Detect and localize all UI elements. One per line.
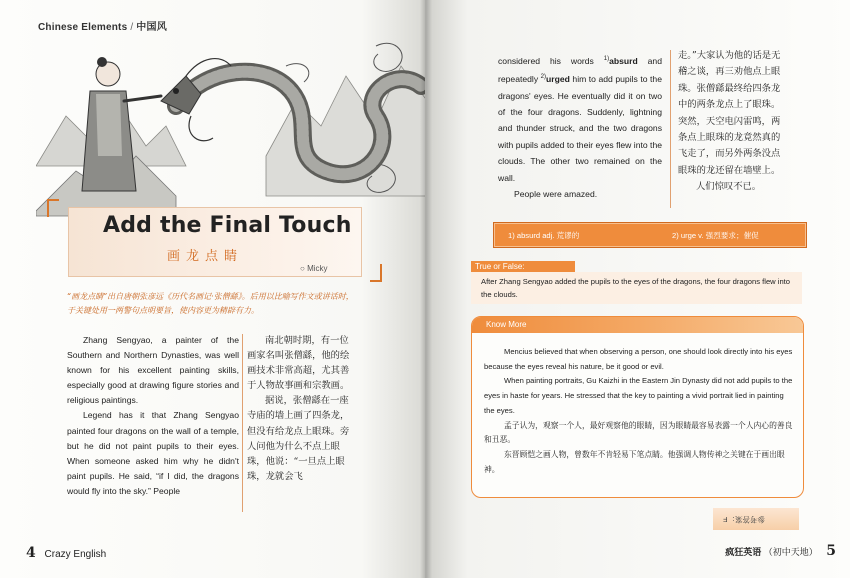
page-number: 4: [26, 545, 36, 561]
know-more-paragraph-cn: 东晋顾恺之画人物，曾数年不肯轻易下笔点睛。他强调人物传神之关键在于画出眼神。: [484, 449, 785, 474]
chinese-paragraph: 人们惊叹不已。: [696, 181, 762, 193]
know-more-paragraph: Mencius believed that when observing a person, one should look directly into his eyes because the eyes reveal his nature, be it good or evil.: [484, 347, 793, 371]
know-more-body: [484, 345, 794, 477]
right-page: [425, 0, 850, 578]
page-folio-left: [26, 545, 106, 561]
glossary-bar: [493, 222, 807, 248]
know-more-paragraph: When painting portraits, Gu Kaizhi in the Eastern Jin Dynasty did not add pupils to the eyes in haste for years. He stressed that the key to painting a vivid portrait lied in painting the eyes.: [484, 376, 793, 415]
know-more-label: Know More: [486, 320, 527, 329]
english-paragraph: Zhang Sengyao, a painter of the Southern and Northern Dynasties, was well known for his excellent painting skills, especially good at drawing figure stories and religious paintings.: [67, 335, 239, 406]
true-false-box: [471, 272, 802, 304]
corner-bracket: [370, 264, 382, 282]
section-title-en: Chinese Elements: [38, 22, 128, 33]
glossary-word: absurd: [609, 55, 638, 66]
magazine-edition: （初中天地）: [763, 547, 818, 557]
column-divider: [242, 334, 243, 512]
magazine-name-cn: 疯狂英语: [725, 547, 762, 557]
know-more-paragraph-cn: 孟子认为，观察一个人，最好观察他的眼睛，因为眼睛最容易表露一个人内心的善良和丑恶。: [484, 420, 793, 445]
page-folio-right: [725, 543, 836, 559]
true-false-question: After Zhang Sengyao added the pupils to the eyes of the dragons, the four dragons flew into the clouds.: [481, 277, 791, 299]
know-more-box: [471, 316, 804, 498]
glossary-word: urged: [546, 74, 570, 85]
article-title: Add the Final Touch: [103, 213, 352, 238]
chinese-paragraph: 南北朝时期，有一位画家名叫张僧繇，他的绘画技术非常高超，尤其善于人物故事画和宗教画。: [247, 335, 350, 392]
chinese-column: [247, 333, 357, 484]
glossary-entry: 1) absurd adj. 荒谬的: [508, 231, 580, 240]
english-paragraph: Legend has it that Zhang Sengyao painted four dragons on the wall of a temple, but he did not paint pupils to their eyes. When someone asked him why he didn't paint pupils. He said, “if I did, the dragons would fly into the sky.” People: [67, 410, 239, 496]
chinese-paragraph: 据说，张僧繇在一座寺庙的墙上画了四条龙，但没有给龙点上眼珠。旁人问他为什么不点上眼珠，他说：“一旦点上眼珠，龙就会飞: [247, 395, 350, 482]
english-column: [498, 51, 662, 202]
know-more-header: [472, 317, 803, 333]
english-paragraph: People were amazed.: [514, 188, 598, 199]
article-title-cn: 画龙点睛: [167, 249, 244, 264]
true-false-label: True or False:: [471, 261, 575, 272]
english-paragraph: considered his words $^{1)}$absurd and repeatedly $^{2)}$urged him to add pupils to the dragons' eyes. He eventually did it on two of the four dragons. Suddenly, lightning and thunder struck, and the two dragons with pupils added to their eyes flew into the clouds. The other two remained on the wall.: [498, 55, 662, 183]
section-title-cn: 中国风: [136, 22, 167, 33]
author-credit: ○ Micky: [300, 264, 328, 273]
book-gutter: [420, 0, 432, 578]
chinese-column: [678, 48, 788, 196]
page-number: 5: [826, 543, 836, 559]
glossary-entry: 2) urge v. 强烈要求；催促: [672, 231, 759, 240]
answer-key: [713, 508, 799, 530]
author-name: Micky: [307, 264, 328, 273]
column-divider: [670, 50, 671, 208]
dragon-illustration: [36, 6, 425, 226]
magazine-name: Crazy English: [44, 549, 107, 560]
chinese-paragraph: 走。”大家认为他的话是无稽之谈，再三劝他点上眼珠。张僧繇最终给四条龙中的两条龙点上了眼珠。突然，天空电闪雷鸣，两条点上眼珠的龙竟然真的飞走了，而另外两条没点眼珠的龙还留在墙壁上。: [678, 50, 781, 176]
section-header: Chinese Elements / 中国风: [38, 22, 167, 33]
answer-text: 参考答案：F: [723, 515, 766, 524]
intro-note: “画龙点睛”出自唐朝张彦远《历代名画记·张僧繇》。后用以比喻写作文或讲话时，于关键处用一两警句点明要旨，使内容更为精辟有力。: [67, 292, 354, 315]
corner-bracket: [47, 199, 59, 217]
english-column: [67, 333, 239, 499]
